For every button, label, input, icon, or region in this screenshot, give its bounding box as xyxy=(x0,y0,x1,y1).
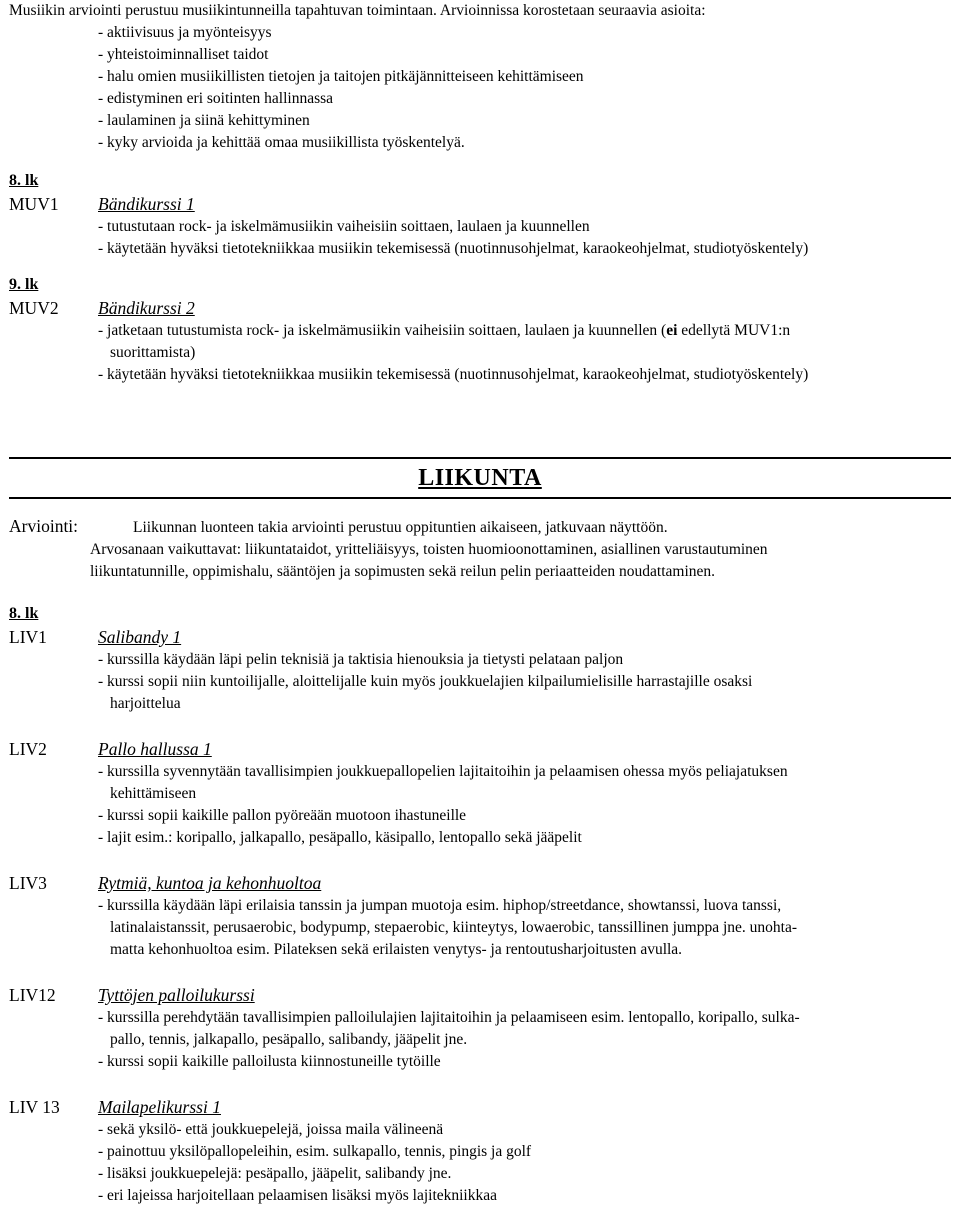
list-item: - sekä yksilö- että joukkuepelejä, joissa maila välineenä xyxy=(98,1121,444,1138)
list-item: - edistyminen eri soitinten hallinnassa xyxy=(98,90,334,107)
course-header xyxy=(9,871,954,895)
list-item: - käytetään hyväksi tietotekniikkaa musiikin tekemisessä (nuotinnusohjelmat, karaokeohjelmat, studiotyöskentely) xyxy=(98,240,809,257)
grading-factors-cont: liikuntatunnille, oppimishalu, sääntöjen ja sopimusten sekä reilun pelin periaatteiden noudattaminen. xyxy=(90,563,716,580)
list-item-continuation: matta kehonhuoltoa esim. Pilateksen sekä erilaisten venytys- ja rentoutusharjoitusten avulla. xyxy=(110,941,683,958)
list-item: - halu omien musiikillisten tietojen ja taitojen pitkäjännitteiseen kehittämiseen xyxy=(98,68,584,85)
course-name: Bändikurssi 1 xyxy=(98,194,195,214)
course-name: Salibandy 1 xyxy=(98,627,182,647)
course-name: Bändikurssi 2 xyxy=(98,298,195,318)
section-banner xyxy=(9,457,951,499)
course-muv1 xyxy=(9,192,954,216)
list-item-continuation: suorittamista) xyxy=(110,344,196,361)
list-item: - käytetään hyväksi tietotekniikkaa musiikin tekemisessä (nuotinnusohjelmat, karaokeohjelmat, studiotyöskentely) xyxy=(98,366,809,383)
list-item: - kurssilla syvennytään tavallisimpien joukkuepallopelien lajitaitoihin ja pelaamisen ohessa myös peliajatuksen xyxy=(98,763,788,780)
list-item: - painottuu yksilöpallopeleihin, esim. sulkapallo, tennis, pingis ja golf xyxy=(98,1143,532,1160)
course-code: LIV2 xyxy=(9,739,47,759)
list-item: - kurssilla käydään läpi pelin teknisiä ja taktisia hienouksia ja tietysti pelataan paljon xyxy=(98,651,624,668)
list-item: - lisäksi joukkuepelejä: pesäpallo, jääpelit, salibandy jne. xyxy=(98,1165,452,1182)
grade-heading-9: 9. lk xyxy=(9,276,39,293)
list-item: - yhteistoiminnalliset taidot xyxy=(98,46,269,63)
list-item xyxy=(9,320,954,342)
course-header xyxy=(9,737,954,761)
emphasis: ei xyxy=(666,322,678,339)
music-section xyxy=(9,0,954,386)
course-liv13 xyxy=(9,1095,954,1207)
grading-factors: Arvosanaan vaikuttavat: liikuntataidot, yritteliäisyys, toisten huomioonottaminen, asiallinen varustautuminen xyxy=(90,541,768,558)
course-name: Tyttöjen palloilukurssi xyxy=(98,985,255,1005)
course-code: LIV3 xyxy=(9,873,47,893)
course-header xyxy=(9,1095,954,1119)
course-name: Rytmiä, kuntoa ja kehonhuoltoa xyxy=(98,873,322,893)
course-liv2 xyxy=(9,737,954,849)
music-intro: Musiikin arviointi perustuu musiikintunneilla tapahtuvan toimintaan. Arvioinnissa korostetaan seuraavia asioita: xyxy=(9,2,706,19)
list-item-continuation: harjoittelua xyxy=(110,695,181,712)
list-item-continuation: latinalaistanssit, perusaerobic, bodypump, stepaerobic, kiinteytys, lowaerobic, tanssillinen jumppa jne. unohta- xyxy=(110,919,798,936)
course-liv12 xyxy=(9,983,954,1073)
course-code: MUV1 xyxy=(9,194,59,214)
pe-course-list xyxy=(9,625,954,1207)
section-title: LIIKUNTA xyxy=(418,465,542,491)
line-text: edellytä MUV1:n xyxy=(677,322,791,339)
course-code: LIV 13 xyxy=(9,1097,60,1117)
course-name: Pallo hallussa 1 xyxy=(98,739,212,759)
grade-heading-8: 8. lk xyxy=(9,605,39,622)
list-item-continuation: pallo, tennis, jalkapallo, pesäpallo, salibandy, jääpelit jne. xyxy=(110,1031,468,1048)
course-liv3 xyxy=(9,871,954,961)
list-item-continuation: kehittämiseen xyxy=(110,785,197,802)
pe-section xyxy=(9,515,954,1207)
course-code: LIV1 xyxy=(9,627,47,647)
list-item: - eri lajeissa harjoitellaan pelaamisen lisäksi myös lajitekniikkaa xyxy=(98,1187,497,1204)
list-item: - kurssilla perehdytään tavallisimpien palloilulajien lajitaitoihin ja pelaamiseen esim. lentopallo, koripallo, sulka- xyxy=(98,1009,800,1026)
list-item: - kurssi sopii kaikille palloilusta kiinnostuneille tytöille xyxy=(98,1053,441,1070)
list-item: - kurssilla käydään läpi erilaisia tanssin ja jumpan muotoja esim. hiphop/streetdance, showtanssi, luova tanssi, xyxy=(98,897,782,914)
course-name: Mailapelikurssi 1 xyxy=(98,1097,221,1117)
list-item: - kurssi sopii niin kuntoilijalle, aloittelijalle kuin myös joukkuelajien kilpailumielisille harrastajille osaksi xyxy=(98,673,753,690)
music-criteria-list xyxy=(9,22,954,154)
course-code: LIV12 xyxy=(9,985,56,1005)
line-text: - jatketaan tutustumista rock- ja iskelmämusiikin vaiheisiin soittaen, laulaen ja kuunnellen ( xyxy=(98,322,667,339)
course-liv1 xyxy=(9,625,954,715)
course-header xyxy=(9,983,954,1007)
list-item: - kurssi sopii kaikille pallon pyöreään muotoon ihastuneille xyxy=(98,807,467,824)
course-code: MUV2 xyxy=(9,298,59,318)
assessment-text: Liikunnan luonteen takia arviointi perustuu oppituntien aikaiseen, jatkuvaan näyttöön. xyxy=(133,519,668,536)
list-item: - aktiivisuus ja myönteisyys xyxy=(98,24,272,41)
list-item: - laulaminen ja siinä kehittyminen xyxy=(98,112,310,129)
assessment-label: Arviointi: xyxy=(9,516,79,536)
list-item: - lajit esim.: koripallo, jalkapallo, pesäpallo, käsipallo, lentopallo sekä jääpelit xyxy=(98,829,582,846)
list-item: - tutustutaan rock- ja iskelmämusiikin vaiheisiin soittaen, laulaen ja kuunnellen xyxy=(98,218,590,235)
course-muv2 xyxy=(9,296,954,320)
grade-heading-8: 8. lk xyxy=(9,172,39,189)
course-header xyxy=(9,625,954,649)
list-item: - kyky arvioida ja kehittää omaa musiikillista työskentelyä. xyxy=(98,134,465,151)
assessment-row xyxy=(9,515,954,539)
